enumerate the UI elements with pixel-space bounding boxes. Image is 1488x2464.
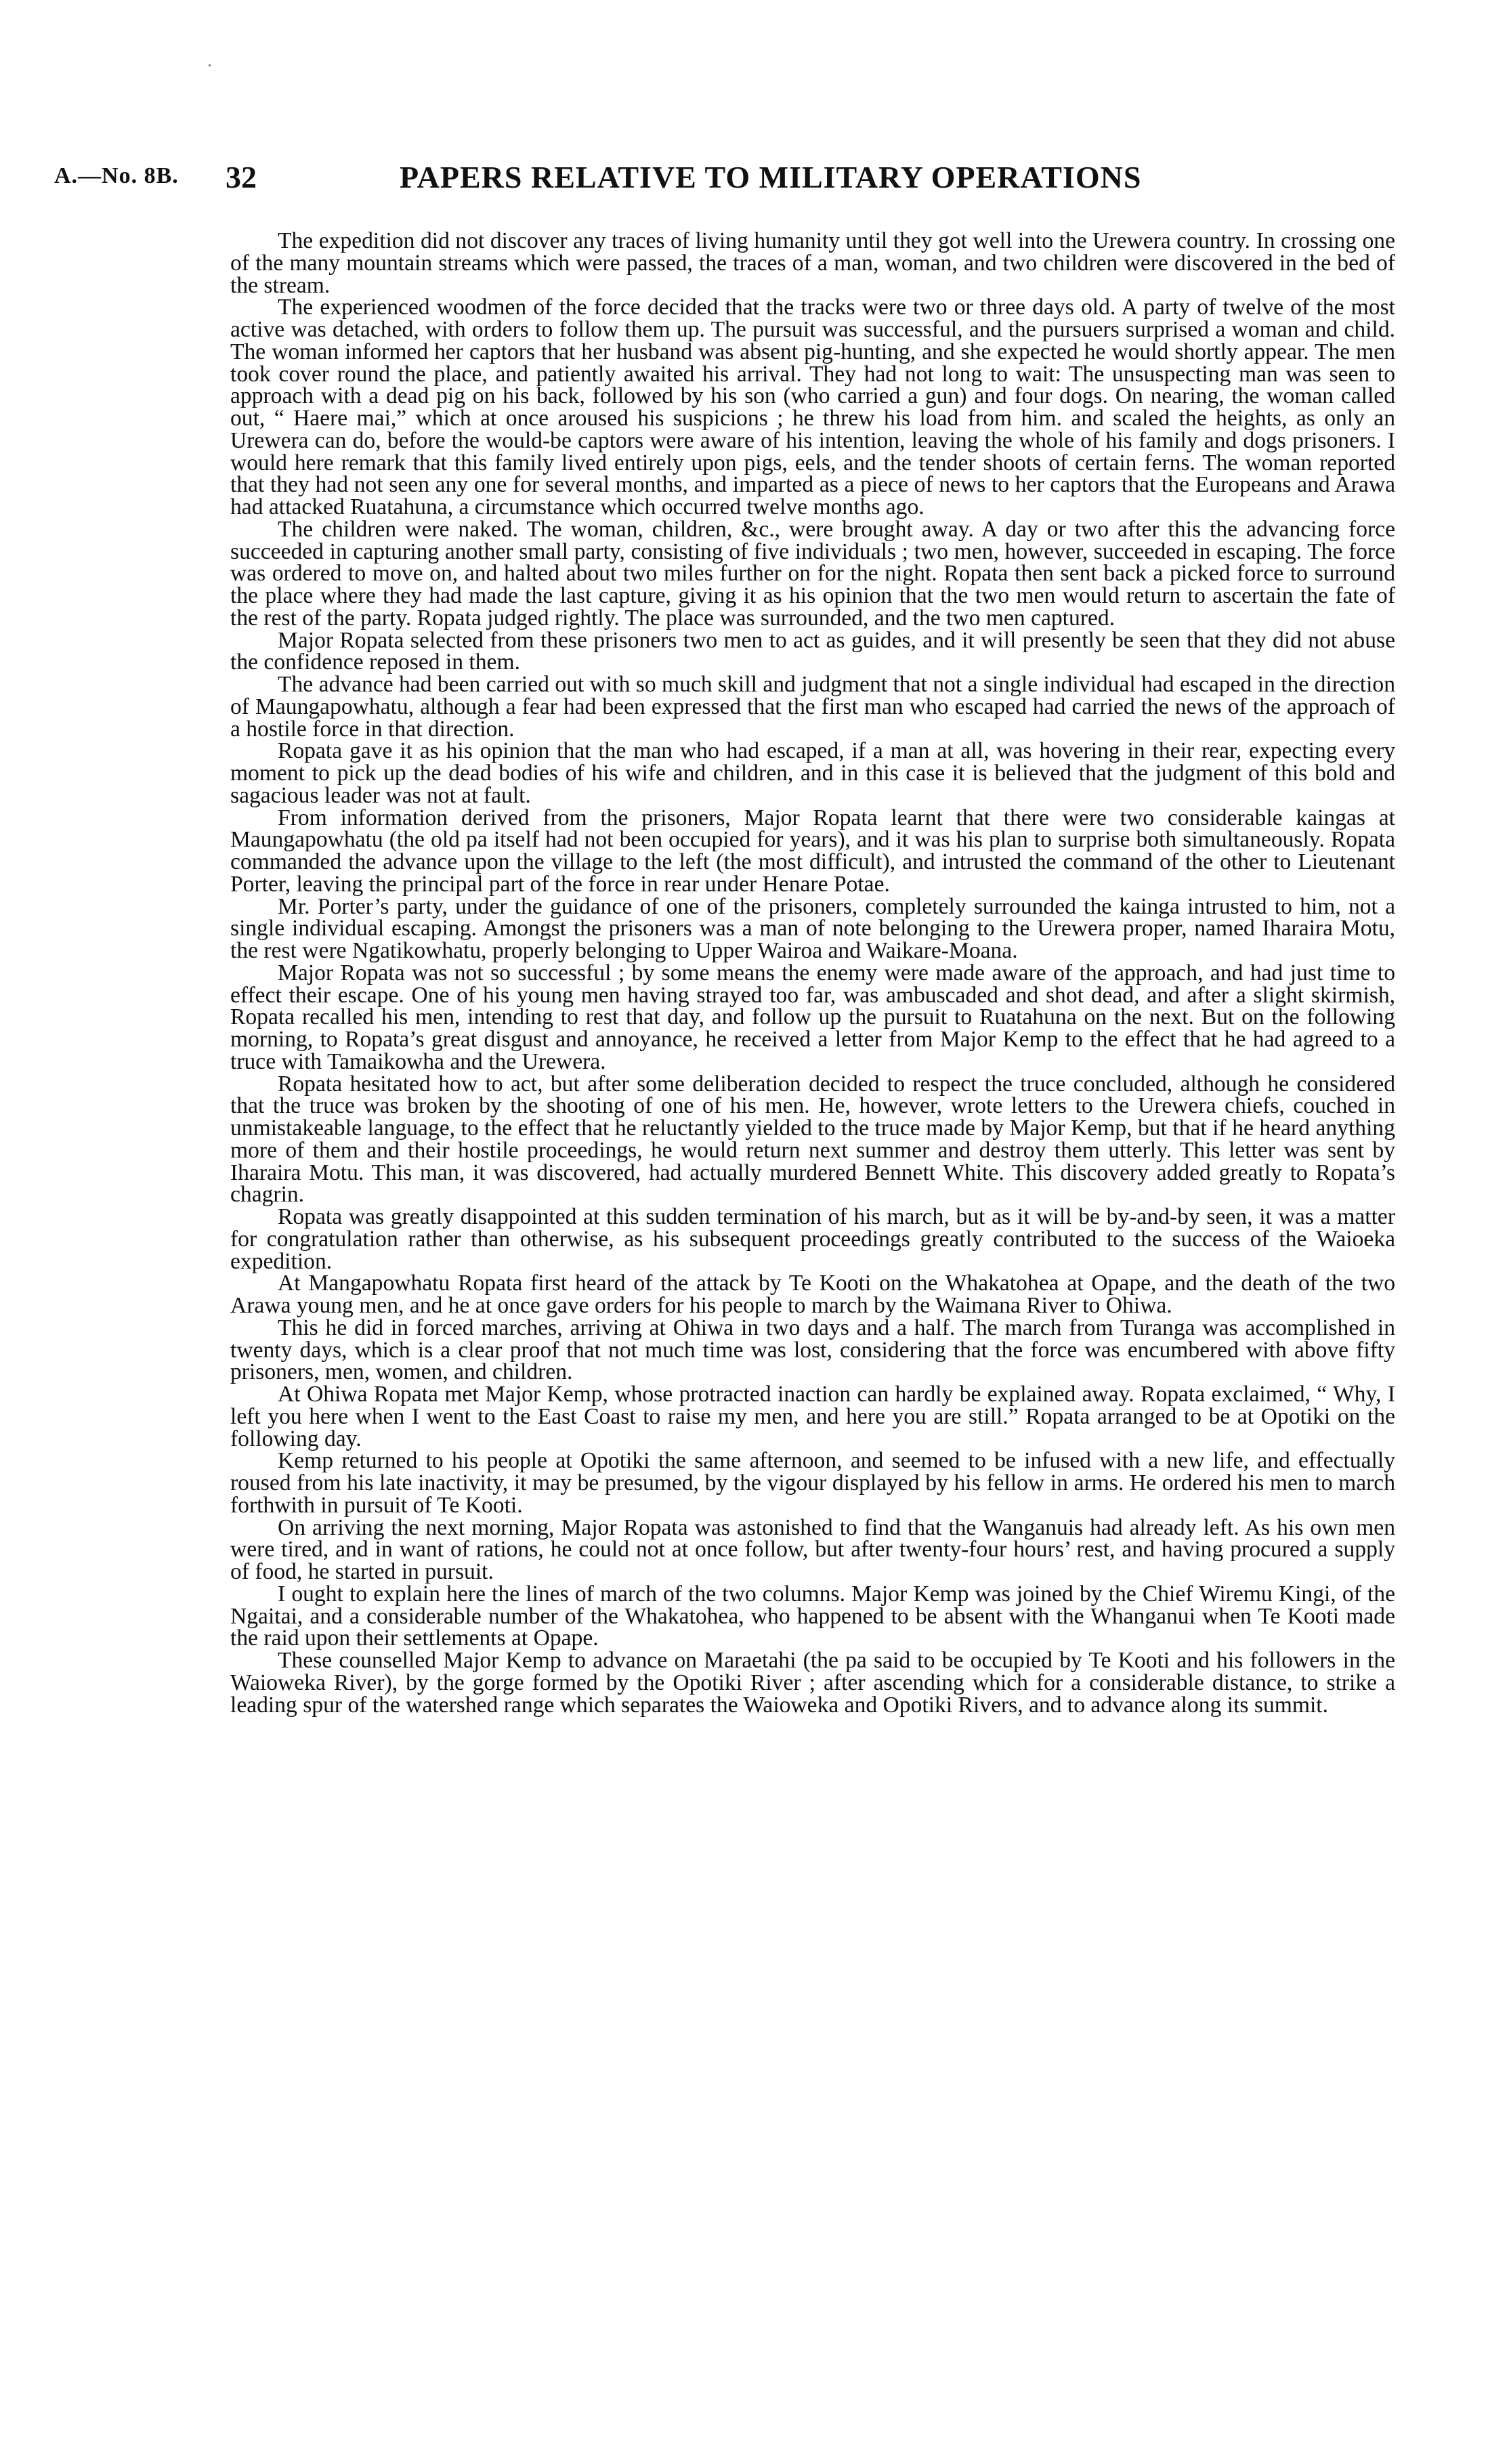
page-header	[54, 159, 1429, 207]
paper-reference: A.—No. 8B.	[54, 163, 179, 188]
paragraph: Kemp returned to his people at Opotiki the same afternoon, and seemed to be infused with a new life, and effectually roused from his late inactivity, it may be presumed, by the vigour displayed by his fellow in arms. He ordered his men to march forthwith in pursuit of Te Kooti.	[230, 1448, 1395, 1518]
paragraph: The experienced woodmen of the force decided that the tracks were two or three days old. A party of twelve of the most active was detached, with orders to follow them up. The pursuit was successful, and the pursuers surprised a woman and child. The woman informed her captors that her husband was absent pig-hunting, and she expected he would shortly appear. The men took cover round the place, and patiently awaited his arrival. They had not long to wait: The unsuspecting man was seen to approach with a dead pig on his back, followed by his son (who carried a gun) and four dogs. On nearing, the woman called out, “ Haere mai,” which at once aroused his suspicions ; he threw his load from him. and scaled the heights, as only an Urewera can do, before the would-be captors were aware of his intention, leaving the whole of his family and dogs prisoners. I would here remark that this family lived entirely upon pigs, eels, and the tender shoots of certain ferns. The woman reported that they had not seen any one for several months, and imparted as a piece of news to her captors that the Europeans and Arawa had attacked Ruatahuna, a circumstance which occurred twelve months ago.	[230, 295, 1395, 519]
page-title: PAPERS RELATIVE TO MILITARY OPERATIONS	[400, 160, 1142, 194]
paragraph: These counselled Major Kemp to advance on Maraetahi (the pa said to be occupied by Te Kooti and his followers in the Waioweka River), by the gorge formed by the Opotiki River ; after ascending which for a considerable distance, to strike a leading spur of the watershed range which separates the Waioweka and Opotiki Rivers, and to advance along its summit.	[230, 1648, 1395, 1718]
paragraph: On arriving the next morning, Major Ropata was astonished to find that the Wanganuis had already left. As his own men were tired, and in want of rations, he could not at once follow, but after twenty-four hours’ rest, and having procured a supply of food, he started in pursuit.	[230, 1514, 1395, 1584]
paragraph: I ought to explain here the lines of march of the two columns. Major Kemp was joined by the Chief Wiremu Kingi, of the Ngaitai, and a considerable number of the Whakatohea, who happened to be absent with the Whanganui when Te Kooti made the raid upon their settlements at Opape.	[230, 1581, 1395, 1651]
paragraph: Ropata gave it as his opinion that the man who had escaped, if a man at all, was hovering in their rear, expecting every moment to pick up the dead bodies of his wife and children, and in this case it is believed that the judgment of this bold and sagacious leader was not at fault.	[230, 738, 1395, 808]
paragraph: Mr. Porter’s party, under the guidance of one of the prisoners, completely surrounded the kainga intrusted to him, not a single individual escaping. Amongst the prisoners was a man of note belonging to the Urewera proper, named Iharaira Motu, the rest were Ngatikowhatu, properly belonging to Upper Wairoa and Waikare-Moana.	[230, 893, 1395, 963]
paragraph: Ropata was greatly disappointed at this sudden termination of his march, but as it will be by-and-by seen, it was a matter for congratulation rather than otherwise, as his subsequent proceedings greatly contributed to the success of the Waioeka expedition.	[230, 1204, 1395, 1274]
paragraph: This he did in forced marches, arriving at Ohiwa in two days and a half. The march from Turanga was accomplished in twenty days, which is a clear proof that not much time was lost, considering that the force was encumbered with above fifty prisoners, men, women, and children.	[230, 1315, 1395, 1385]
paragraph: The expedition did not discover any traces of living humanity until they got well into the Urewera country. In crossing one of the many mountain streams which were passed, the traces of a man, woman, and two children were discovered in the bed of the stream.	[230, 228, 1395, 298]
paragraph: Major Ropata was not so successful ; by some means the enemy were made aware of the approach, and had just time to effect their escape. One of his young men having strayed too far, was ambuscaded and shot dead, and after a slight skirmish, Ropata recalled his men, intending to rest that day, and follow up the pursuit to Ruatahuna on the next. But on the following morning, to Ropata’s great disgust and annoyance, he received a letter from Major Kemp to the effect that he had agreed to a truce with Tamaikowha and the Urewera.	[230, 960, 1395, 1074]
paragraph: The children were naked. The woman, children, &c., were brought away. A day or two after this the advancing force succeeded in capturing another small party, consisting of five individuals ; two men, however, succeeded in escaping. The force was ordered to move on, and halted about two miles further on for the night. Ropata then sent back a picked force to surround the place where they had made the last capture, giving it as his opinion that the two men would return to ascertain the fate of the rest of the party. Ropata judged rightly. The place was surrounded, and the two men captured.	[230, 516, 1395, 631]
paragraph: Ropata hesitated how to act, but after some deliberation decided to respect the truce concluded, although he considered that the truce was broken by the shooting of one of his men. He, however, wrote letters to the Urewera chiefs, couched in unmistakeable language, to the effect that he reluctantly yielded to the truce made by Major Kemp, but that if he heard anything more of them and their hostile proceedings, he would return next summer and destroy them utterly. This letter was sent by Iharaira Motu. This man, it was discovered, had actually murdered Bennett White. This discovery added greatly to Ropata’s chagrin.	[230, 1071, 1395, 1208]
scan-speck	[209, 64, 211, 66]
paragraph: At Ohiwa Ropata met Major Kemp, whose protracted inaction can hardly be explained away. Ropata exclaimed, “ Why, I left you here when I went to the East Coast to raise my men, and here you are still.” Ropata arranged to be at Opotiki on the following day.	[230, 1382, 1395, 1451]
paragraph: At Mangapowhatu Ropata first heard of the attack by Te Kooti on the Whakatohea at Opape, and the death of the two Arawa young men, and he at once gave orders for his people to march by the Waimana River to Ohiwa.	[230, 1271, 1395, 1318]
page-number: 32	[226, 160, 257, 194]
paragraph: The advance had been carried out with so much skill and judgment that not a single individual had escaped in the direction of Maungapowhatu, although a fear had been expressed that the first man who escaped had carried the news of the approach of a hostile force in that direction.	[230, 672, 1395, 742]
paragraph: Major Ropata selected from these prisoners two men to act as guides, and it will presently be seen that they did not abuse the confidence reposed in them.	[230, 627, 1395, 675]
paragraph: From information derived from the prisoners, Major Ropata learnt that there were two considerable kaingas at Maungapowhatu (the old pa itself had not been occupied for years), and it was his plan to surprise both simultaneously. Ropata commanded the advance upon the village to the left (the most difficult), and intrusted the command of the other to Lieutenant Porter, leaving the principal part of the force in rear under Henare Potae.	[230, 805, 1395, 897]
body-text	[230, 230, 1395, 1716]
